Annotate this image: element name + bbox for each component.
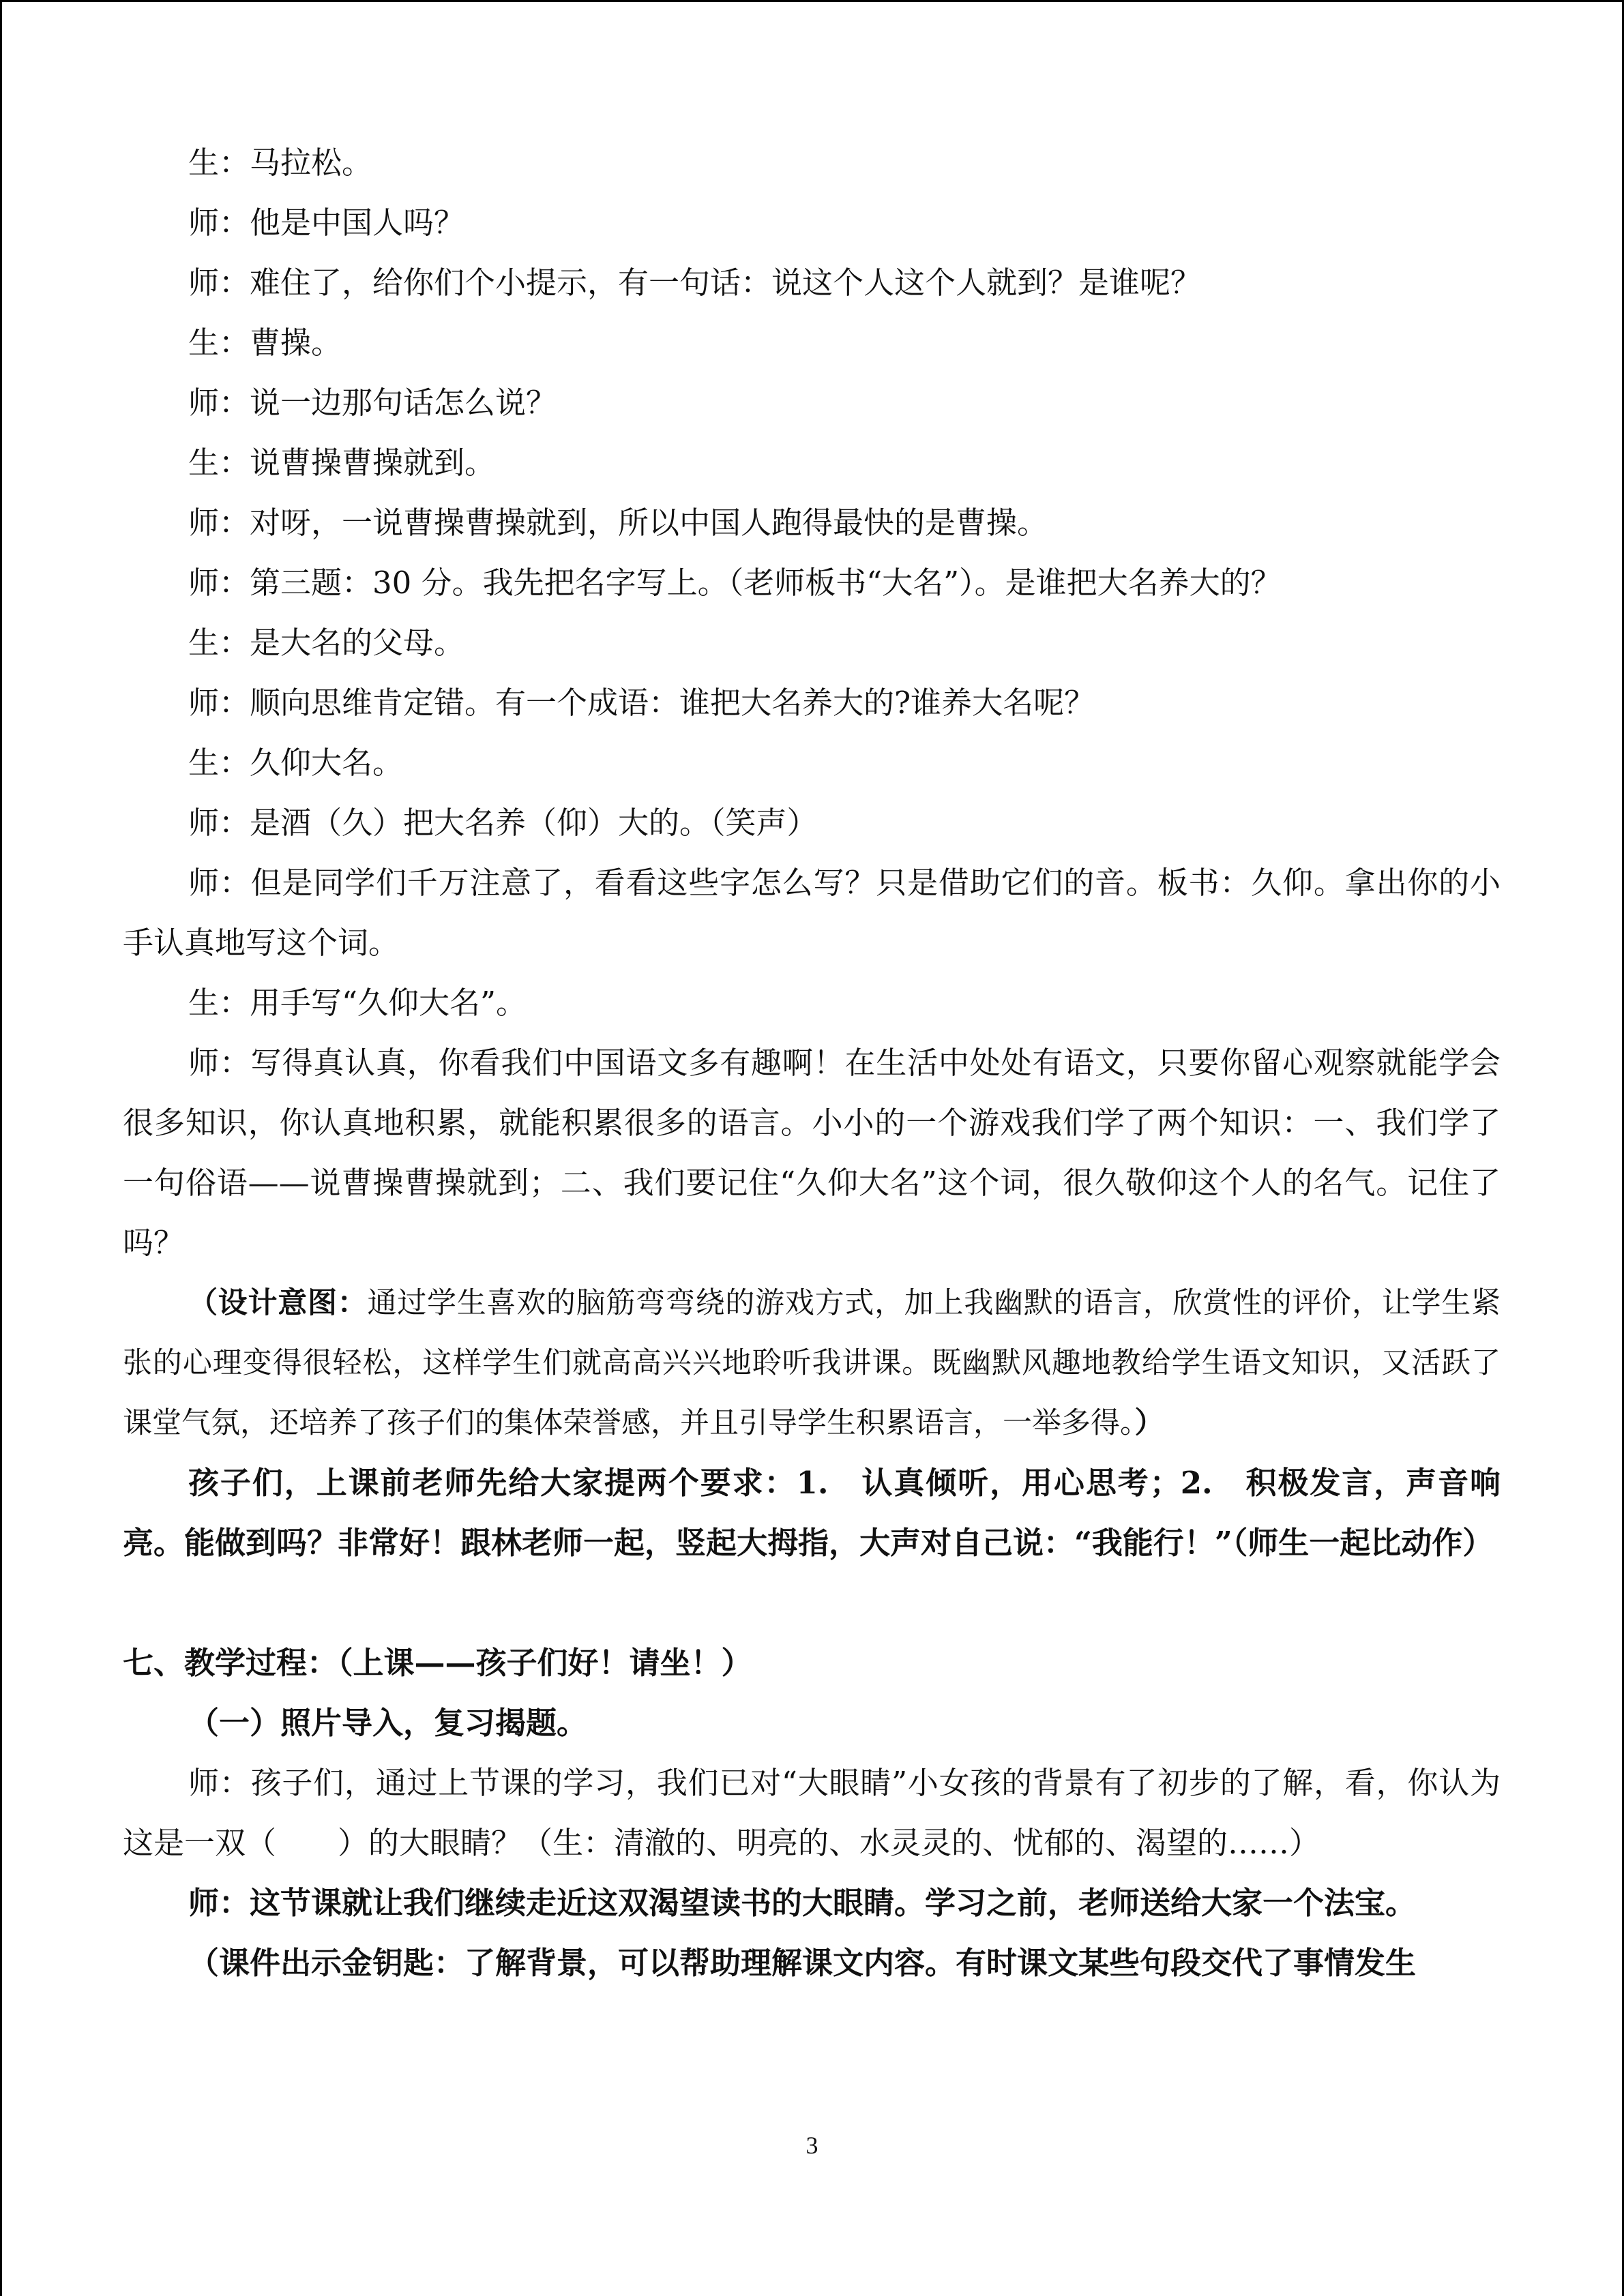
section-heading: 七、教学过程：（上课——孩子们好！请坐！） [123,1645,752,1681]
design-intent-note [123,1273,1501,1453]
page-border-left [0,0,2,2296]
class-requirements: 孩子们，上课前老师先给大家提两个要求：1. 认真倾听，用心思考；2. 积极发言，声音响亮。能做到吗？非常好！跟林老师一起，竖起大拇指，大声对自己说：“我能行！”（师生一起比动作） [123,1465,1501,1561]
dialogue-line: 生：用手写“久仰大名”。 [188,985,527,1021]
design-intent-closing: ） [1134,1406,1164,1440]
design-intent-text: 通过学生喜欢的脑筋弯弯绕的游戏方式，加上我幽默的语言，欣赏性的评价，让学生紧张的心理变得很轻松，这样学生们就高高兴兴地聆听我讲课。既幽默风趣地教给学生语文知识，又活跃了课堂气氛，还培养了孩子们的集体荣誉感，并且引导学生积累语言，一举多得。 [123,1286,1501,1440]
dialogue-line: 生：曹操。 [188,325,342,361]
lesson-paragraph: 师：孩子们，通过上节课的学习，我们已对“大眼睛”小女孩的背景有了初步的了解，看，你认为这是一双（ ）的大眼睛？（生：清澈的、明亮的、水灵灵的、忧郁的、渴望的……） [123,1765,1501,1861]
dialogue-line: 师：但是同学们千万注意了，看看这些字怎么写？只是借助它们的音。板书：久仰。拿出你的小手认真地写这个词。 [123,865,1501,961]
dialogue-line: 师：第三题：30 分。我先把名字写上。（老师板书“大名”）。是谁把大名养大的？ [188,565,1282,601]
dialogue-line: 师：难住了，给你们个小提示，有一句话：说这个人这个人就到？是谁呢？ [188,265,1202,301]
lesson-bold-paragraph: 师：这节课就让我们继续走近这双渴望读书的大眼睛。学习之前，老师送给大家一个法宝。 [188,1885,1417,1921]
document-body [123,133,1501,1993]
dialogue-line: 生：久仰大名。 [188,745,404,781]
design-intent-label: （设计意图： [188,1286,368,1320]
dialogue-line: 师：说一边那句话怎么说？ [188,385,557,421]
dialogue-line: 师：顺向思维肯定错。有一个成语：谁把大名养大的?谁养大名呢？ [188,685,1095,721]
page-border-top [0,0,1624,2]
page-number: 3 [806,2132,818,2159]
dialogue-line: 师：是酒（久）把大名养（仰）大的。（笑声） [188,805,818,841]
dialogue-line: 师：对呀，一说曹操曹操就到，所以中国人跑得最快的是曹操。 [188,505,1048,541]
dialogue-line: 师：写得真认真，你看我们中国语文多有趣啊！在生活中处处有语文，只要你留心观察就能学会很多知识，你认真地积累，就能积累很多的语言。小小的一个游戏我们学了两个知识：一、我们学了一句俗语——说曹操曹操就到；二、我们要记住“久仰大名”这个词，很久敬仰这个人的名气。记住了吗？ [123,1045,1501,1261]
dialogue-line: 师：他是中国人吗？ [188,205,465,241]
subsection-heading: （一）照片导入，复习揭题。 [188,1705,588,1741]
courseware-note: （课件出示金钥匙：了解背景，可以帮助理解课文内容。有时课文某些句段交代了事情发生 [188,1945,1417,1981]
dialogue-line: 生：说曹操曹操就到。 [188,445,496,481]
dialogue-line: 生：马拉松。 [188,145,373,181]
dialogue-line: 生：是大名的父母。 [188,625,465,661]
